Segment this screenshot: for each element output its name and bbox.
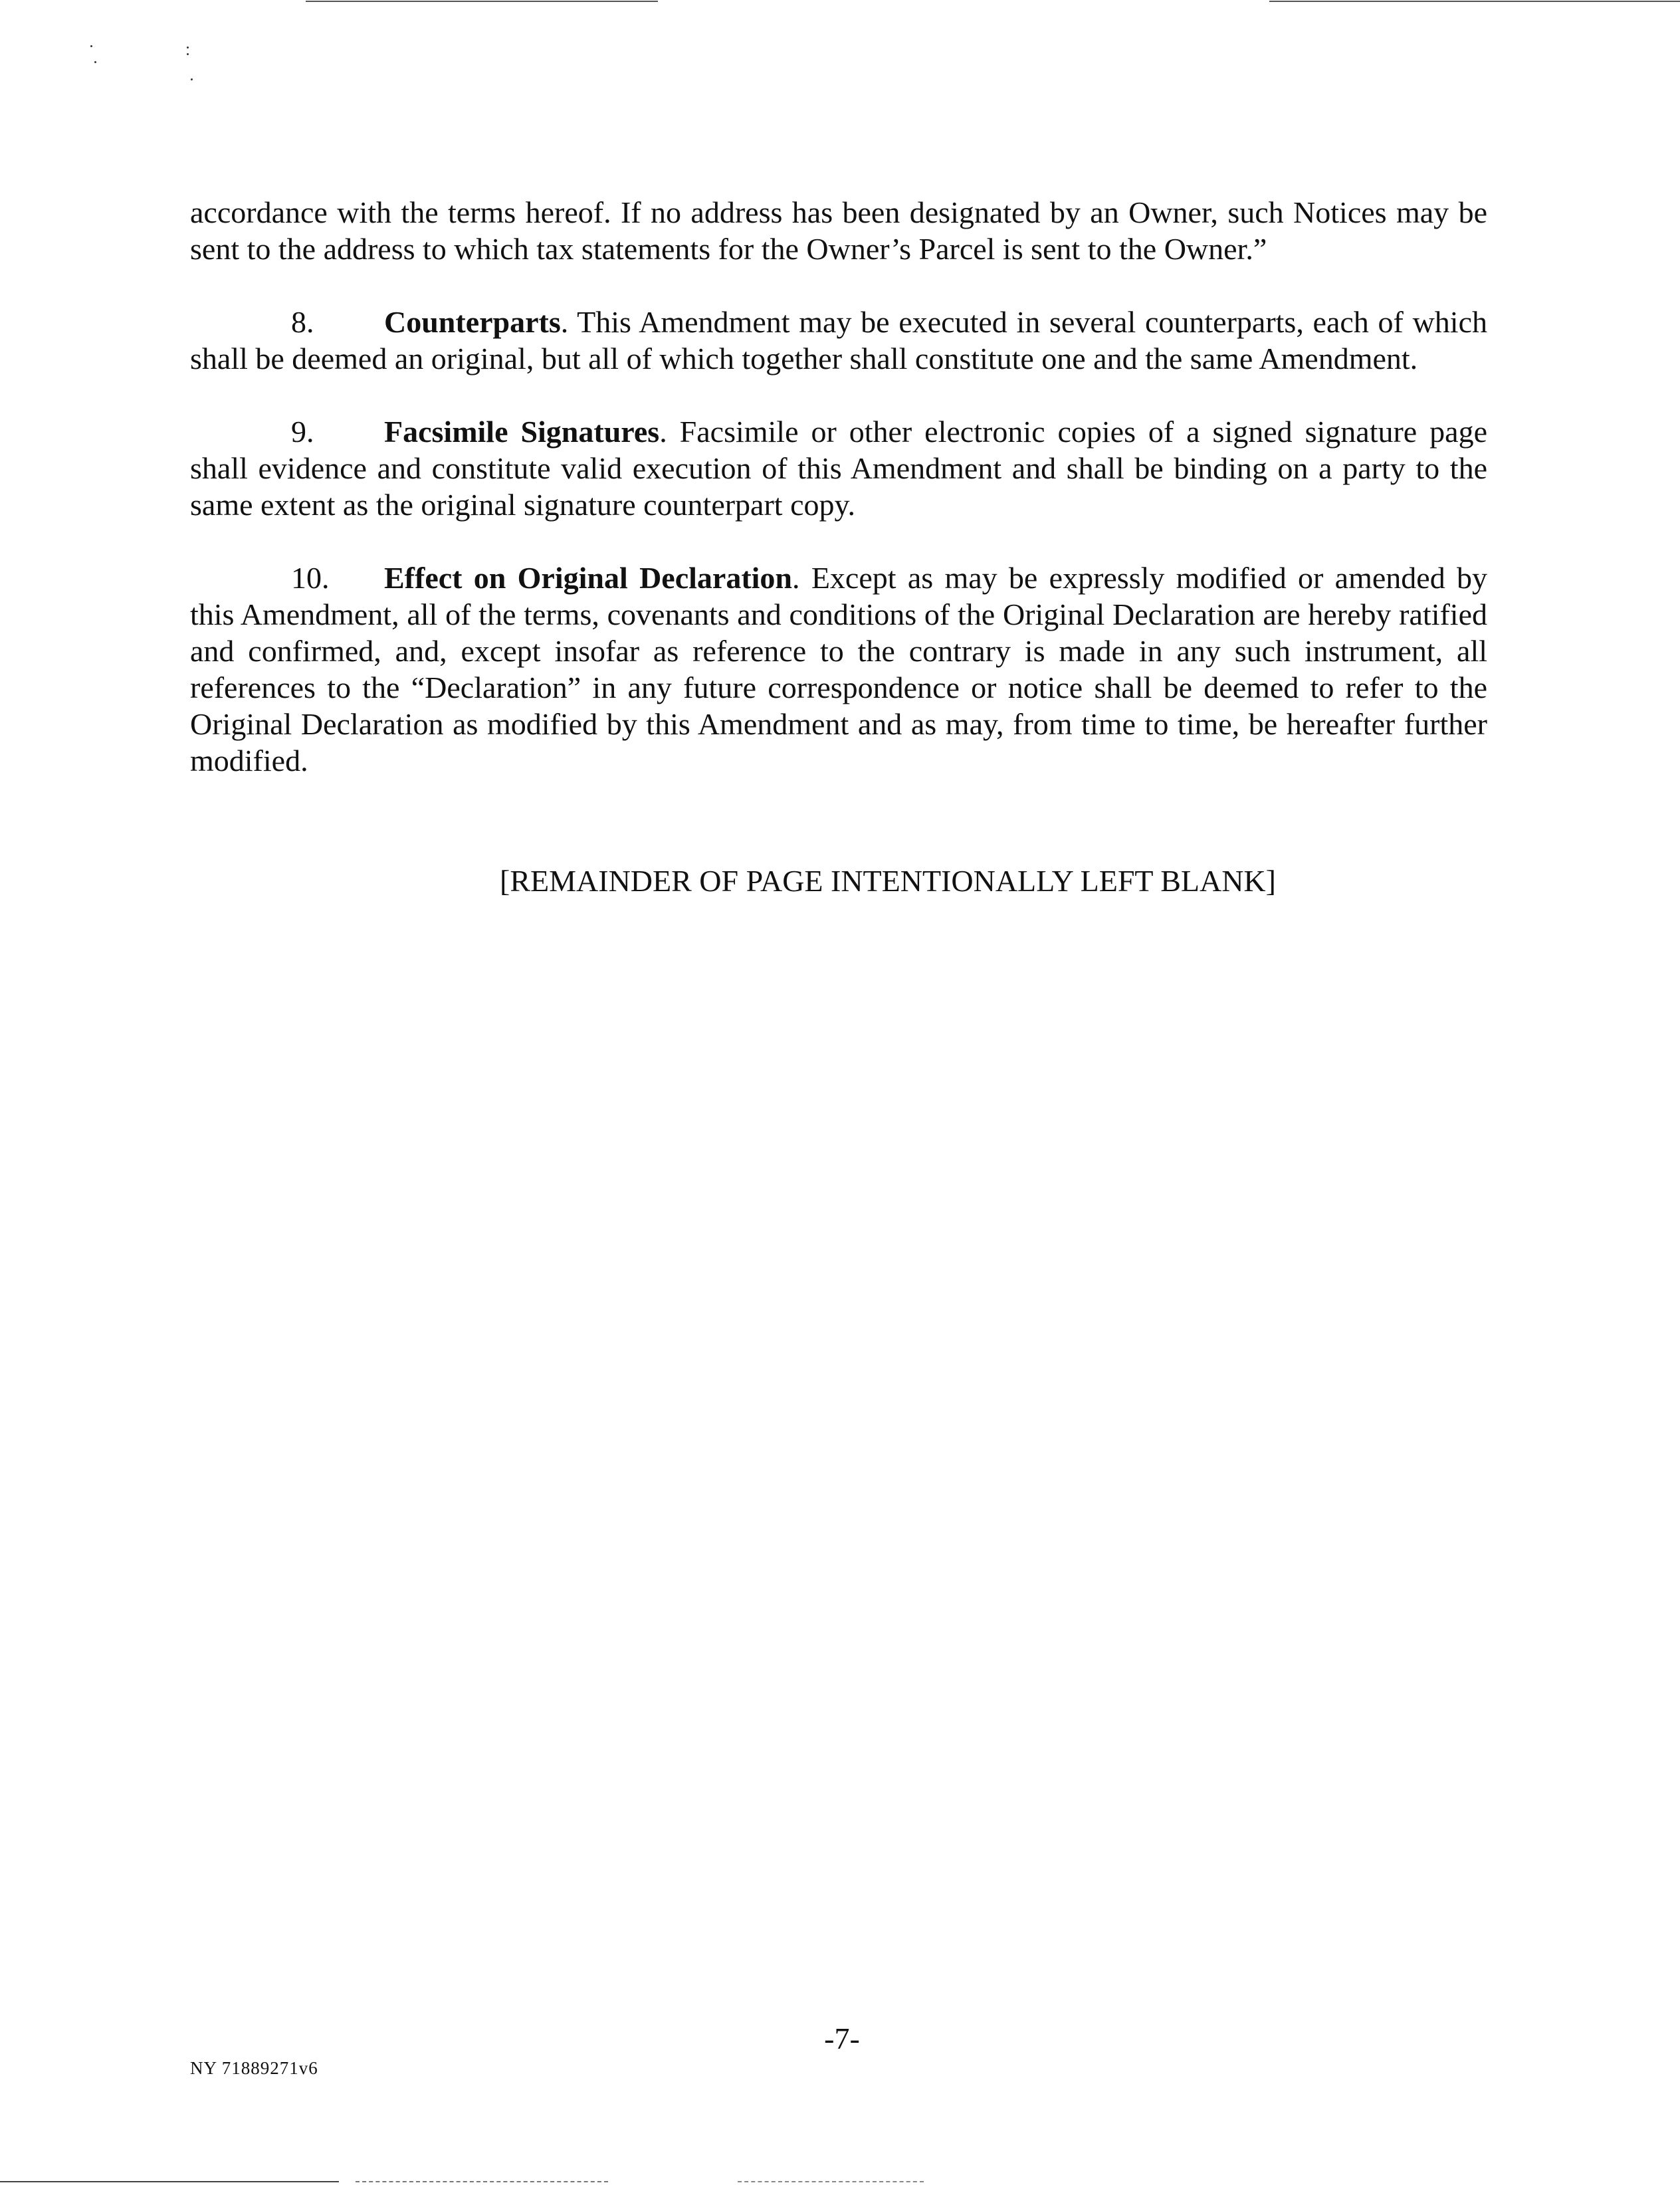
document-body	[190, 194, 1487, 779]
section-number: 9.	[291, 415, 314, 449]
section-number: 10.	[291, 561, 330, 595]
scan-edge-line	[738, 2181, 924, 2182]
scan-speck	[94, 61, 96, 63]
page-number: -7-	[824, 2022, 860, 2055]
scan-speck	[187, 53, 189, 55]
scan-edge-line	[1269, 1, 1680, 2]
section-heading: Counterparts	[384, 305, 561, 339]
section-10-paragraph	[190, 560, 1487, 779]
section-number: 8.	[291, 305, 314, 339]
section-9-paragraph	[190, 413, 1487, 523]
section-heading: Effect on Original Declaration	[384, 561, 793, 595]
section-body: . This Amendment may be executed in several counterparts, each of which shall be deemed an original, but all of which together shall constitute one and the same Amendment.	[190, 305, 1487, 375]
blank-page-notice: [REMAINDER OF PAGE INTENTIONALLY LEFT BLANK]	[500, 864, 1276, 898]
scan-edge-line	[356, 2181, 608, 2182]
intro-paragraph: accordance with the terms hereof. If no address has been designated by an Owner, such Notices may be sent to the address to which tax statements for the Owner’s Parcel is sent to the Owner.”	[190, 195, 1487, 266]
document-id: NY 71889271v6	[190, 2058, 318, 2078]
section-heading: Facsimile Signatures	[384, 415, 660, 449]
section-8-paragraph	[190, 304, 1487, 377]
scan-edge-line	[306, 1, 658, 2]
scan-speck	[187, 47, 189, 49]
section-body: . Facsimile or other electronic copies of a signed signature page shall evidence and constitute valid execution of this Amendment and shall be binding on a party to the same extent as the original signature counterpart copy.	[190, 415, 1487, 522]
scan-speck	[191, 78, 193, 80]
section-body: . Except as may be expressly modified or amended by this Amendment, all of the terms, covenants and conditions of the Original Declaration are hereby ratified and confirmed, and, except insofar as reference to the contrary is made in any such instrument, all references to the “Declaration” in any future correspondence or notice shall be deemed to refer to the Original Declaration as modified by this Amendment and as may, from time to time, be hereafter further modified.	[190, 561, 1488, 778]
scan-edge-line	[0, 2181, 339, 2182]
scan-speck	[90, 45, 92, 47]
